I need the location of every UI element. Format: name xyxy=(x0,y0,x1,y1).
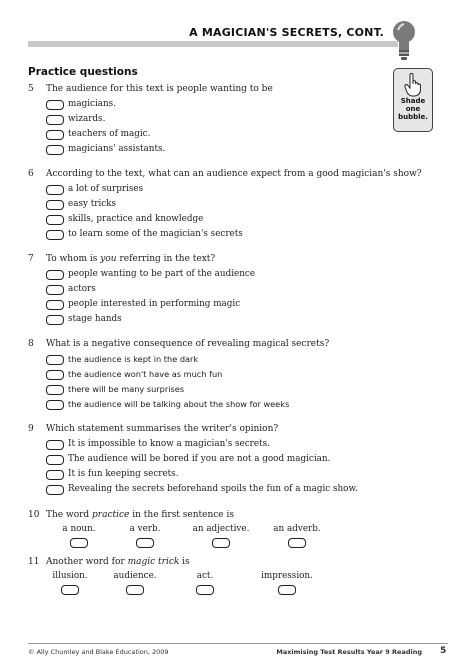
answer-bubble[interactable] xyxy=(46,100,64,110)
answer-bubble[interactable] xyxy=(46,300,64,310)
question-text: What is a negative consequence of revealing magical secrets? xyxy=(46,339,330,349)
emphasis: you xyxy=(100,254,117,264)
answer-bubble[interactable] xyxy=(46,185,64,195)
answer-bubble[interactable] xyxy=(288,538,306,548)
option-label: easy tricks xyxy=(68,199,117,209)
word-label: a noun. xyxy=(62,524,96,534)
option-label: It is fun keeping secrets. xyxy=(68,469,179,479)
badge-line3: bubble. xyxy=(398,113,428,121)
badge-line2: one xyxy=(405,105,421,113)
word-option[interactable] xyxy=(262,524,332,548)
answer-bubble[interactable] xyxy=(46,385,64,395)
word-label: impression. xyxy=(261,571,313,581)
option-label: skills, practice and knowledge xyxy=(68,214,204,224)
question-text: To whom is you referring in the text? xyxy=(46,254,216,264)
option-label: teachers of magic. xyxy=(68,129,151,139)
answer-bubble[interactable] xyxy=(46,145,64,155)
word-option[interactable] xyxy=(44,524,114,548)
shade-bubble-badge xyxy=(393,68,433,132)
answer-bubble[interactable] xyxy=(70,538,88,548)
answer-bubble[interactable] xyxy=(46,270,64,280)
word-label: a verb. xyxy=(129,524,161,534)
word-label: an adjective. xyxy=(192,524,250,534)
question-number: 11 xyxy=(28,557,40,567)
answer-bubble[interactable] xyxy=(46,400,64,410)
answer-bubble[interactable] xyxy=(46,115,64,125)
word-option[interactable] xyxy=(35,571,105,595)
question-text: The audience for this text is people wanting to be xyxy=(46,84,273,94)
question-text: According to the text, what can an audience expect from a good magician's show? xyxy=(46,169,422,179)
option-label: It is impossible to know a magician's secrets. xyxy=(68,439,270,449)
copyright-text: © Ally Chumley and Blake Education, 2009 xyxy=(28,648,169,656)
word-label: audience. xyxy=(113,571,157,581)
answer-bubble[interactable] xyxy=(46,370,64,380)
lightbulb-icon xyxy=(391,20,417,62)
option-label: The audience will be bored if you are not a good magician. xyxy=(68,454,331,464)
answer-bubble[interactable] xyxy=(46,200,64,210)
option-label: magicians. xyxy=(68,99,116,109)
answer-bubble[interactable] xyxy=(46,455,64,465)
option-label: a lot of surprises xyxy=(68,184,144,194)
option-label: magicians' assistants. xyxy=(68,144,166,154)
question-text: Which statement summarises the writer's opinion? xyxy=(46,424,279,434)
footer-divider xyxy=(28,643,448,644)
question-text: Another word for magic trick is xyxy=(46,557,190,567)
emphasis: magic trick xyxy=(127,557,180,567)
answer-bubble[interactable] xyxy=(46,285,64,295)
answer-bubble[interactable] xyxy=(126,585,144,595)
word-option[interactable] xyxy=(186,524,256,548)
emphasis: practice xyxy=(92,510,130,520)
word-label: an adverb. xyxy=(273,524,321,534)
option-label: actors xyxy=(68,284,96,294)
question-number: 8 xyxy=(28,339,34,349)
pointing-hand-icon xyxy=(404,73,422,97)
word-option[interactable] xyxy=(110,524,180,548)
answer-bubble[interactable] xyxy=(278,585,296,595)
option-label: people interested in performing magic xyxy=(68,299,241,309)
answer-bubble[interactable] xyxy=(136,538,154,548)
question-number: 10 xyxy=(28,510,40,520)
word-option[interactable] xyxy=(100,571,170,595)
word-label: illusion. xyxy=(52,571,88,581)
option-label: to learn some of the magician's secrets xyxy=(68,229,243,239)
answer-bubble[interactable] xyxy=(46,485,64,495)
badge-line1: Shade xyxy=(400,97,426,105)
option-label: stage hands xyxy=(68,314,122,324)
answer-bubble[interactable] xyxy=(46,470,64,480)
question-number: 5 xyxy=(28,84,34,94)
option-label: the audience is kept in the dark xyxy=(68,354,199,364)
answer-bubble[interactable] xyxy=(61,585,79,595)
answer-bubble[interactable] xyxy=(46,230,64,240)
option-label: the audience won't have as much fun xyxy=(68,369,223,379)
answer-bubble[interactable] xyxy=(46,215,64,225)
option-label: the audience will be talking about the show for weeks xyxy=(68,399,290,409)
option-label: there will be many surprises xyxy=(68,384,185,394)
option-label: people wanting to be part of the audience xyxy=(68,269,256,279)
question-number: 9 xyxy=(28,424,34,434)
page-number: 5 xyxy=(440,646,447,656)
option-label: Revealing the secrets beforehand spoils the fun of a magic show. xyxy=(68,484,358,494)
answer-bubble[interactable] xyxy=(46,355,64,365)
book-title: Maximising Test Results Year 9 Reading xyxy=(276,648,422,656)
question-number: 6 xyxy=(28,169,34,179)
answer-bubble[interactable] xyxy=(46,130,64,140)
header-bar xyxy=(28,41,398,47)
answer-bubble[interactable] xyxy=(196,585,214,595)
option-label: wizards. xyxy=(68,114,106,124)
word-label: act. xyxy=(196,571,214,581)
question-text: The word practice in the first sentence is xyxy=(46,510,234,520)
answer-bubble[interactable] xyxy=(46,440,64,450)
page-title: A MAGICIAN'S SECRETS, CONT. xyxy=(189,26,384,39)
answer-bubble[interactable] xyxy=(212,538,230,548)
word-option[interactable] xyxy=(170,571,240,595)
section-title: Practice questions xyxy=(28,66,138,78)
word-option[interactable] xyxy=(252,571,322,595)
answer-bubble[interactable] xyxy=(46,315,64,325)
question-number: 7 xyxy=(28,254,34,264)
